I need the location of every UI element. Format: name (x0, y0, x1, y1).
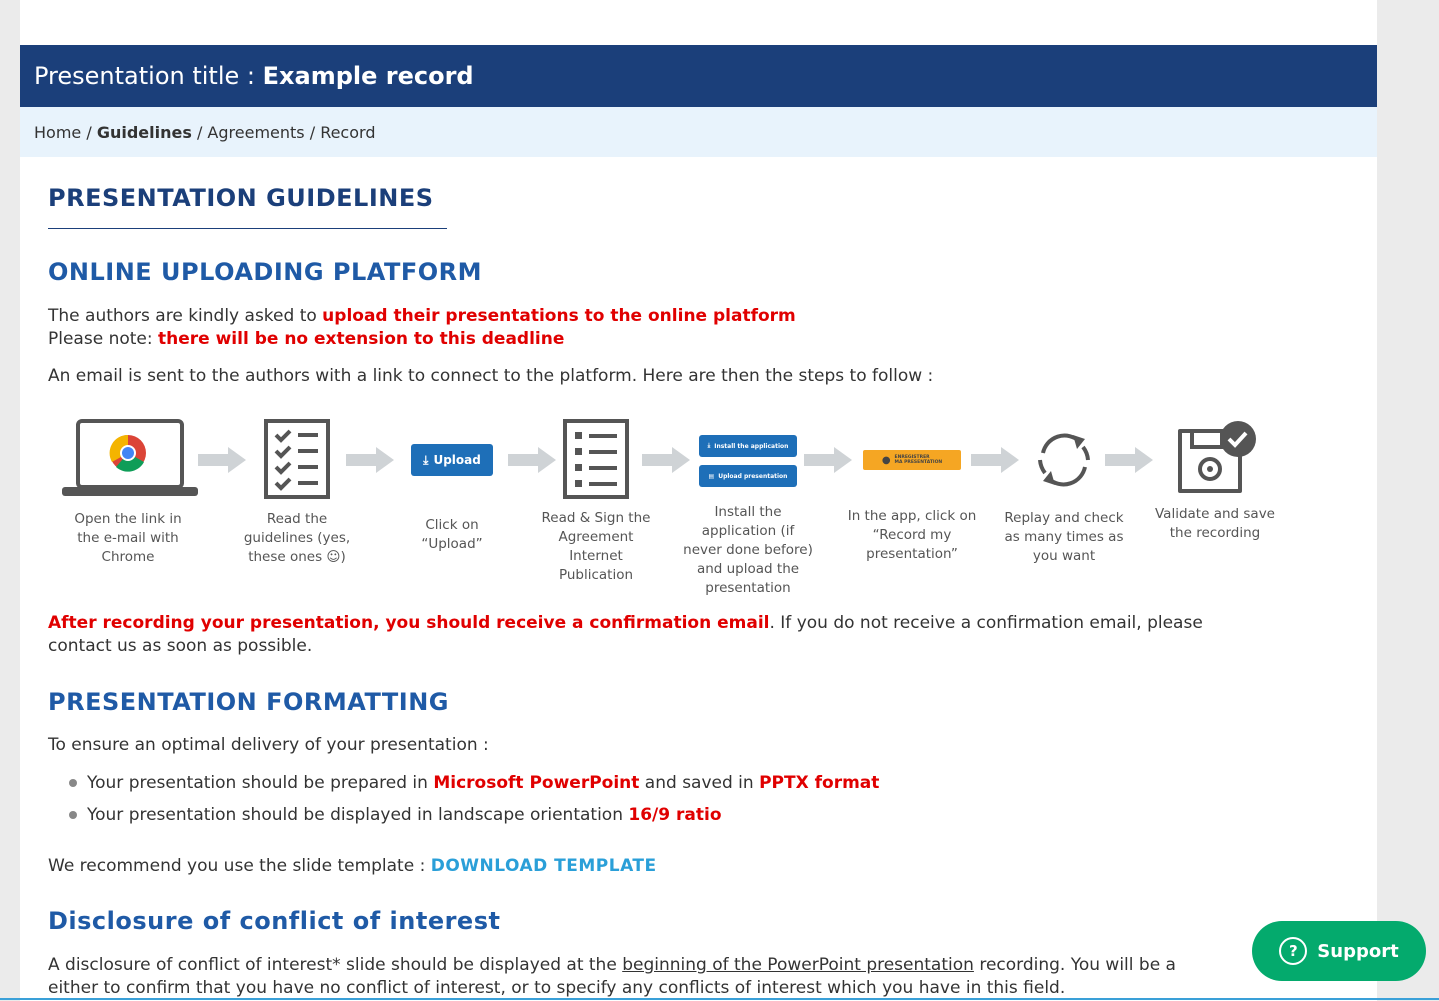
step-caption-line: Install the (714, 504, 782, 520)
step-caption-line: the recording (1169, 525, 1261, 541)
step-caption-line: “Record my (872, 527, 952, 543)
replay-icon (1033, 429, 1095, 495)
step-caption (536, 509, 656, 585)
upload-button-icon (411, 444, 493, 476)
breadcrumb-agreements[interactable]: Agreements (207, 123, 305, 142)
step-caption-line: Open the link in (74, 511, 182, 527)
install-application-label: Install the application (714, 442, 789, 450)
list-item-emphasis: PPTX format (759, 773, 880, 793)
disclosure-line1 (48, 954, 1176, 977)
formatting-intro: To ensure an optimal delivery of your presentation : (48, 735, 489, 755)
record-button-text (895, 455, 943, 465)
confirmation-note-line2: contact us as soon as possible. (48, 636, 313, 656)
disclosure-text: recording. You will be a (973, 955, 1176, 975)
download-icon: ⤓ (707, 442, 711, 449)
step-caption-line: Agreement (558, 529, 634, 545)
download-template-link[interactable]: DOWNLOAD TEMPLATE (430, 856, 657, 876)
breadcrumb (20, 107, 1377, 157)
title-divider (48, 228, 447, 229)
step-caption-line: guidelines (yes, (243, 530, 351, 546)
list-item (68, 767, 879, 799)
step-caption-line: application (if (701, 523, 795, 539)
list-item-emphasis: Microsoft PowerPoint (433, 773, 640, 793)
step-caption-line: as many times as (1004, 529, 1124, 545)
bottom-border (0, 998, 1439, 1000)
laptop-chrome-icon (62, 419, 198, 503)
checklist-icon (264, 419, 330, 503)
breadcrumb-separator: / (304, 123, 321, 142)
disclosure-section-heading: Disclosure of conflict of interest (48, 907, 501, 935)
upload-button-label: Upload (433, 453, 481, 467)
upload-arrow-icon: ⤓ (423, 452, 429, 467)
upload-instruction (48, 305, 796, 328)
presentation-title-bar (20, 45, 1377, 107)
list-item-text: Your presentation should be prepared in (87, 773, 434, 793)
install-application-button (699, 435, 797, 457)
breadcrumb-record[interactable]: Record (320, 123, 376, 142)
file-icon: ▤ (708, 472, 715, 480)
step-caption (842, 507, 982, 564)
disclosure-line2: either to confirm that you have no conflict of interest, or to specify any conflicts of interest which you have in this field. (48, 978, 1066, 998)
step-caption-line: Replay and check (1004, 510, 1124, 526)
list-item-text: Your presentation should be displayed in landscape orientation (87, 805, 629, 825)
template-prefix: We recommend you use the slide template : (48, 856, 431, 876)
template-recommendation (48, 855, 657, 878)
confirmation-emphasis: After recording your presentation, you should receive a confirmation email (48, 613, 770, 633)
step-caption-line: Read & Sign the (541, 510, 651, 526)
step-caption-line: presentation (705, 580, 791, 596)
step-caption-line: Internet (569, 548, 623, 564)
step-caption-line: these ones ☺) (248, 549, 346, 565)
step-caption (402, 516, 502, 554)
step-caption (58, 510, 198, 567)
arrow-right-icon (971, 445, 1019, 475)
upload-instruction-emphasis: upload their presentations to the online platform (322, 306, 796, 326)
step-caption-line: In the app, click on (847, 508, 977, 524)
page-container (20, 0, 1377, 1001)
support-button[interactable] (1252, 921, 1426, 981)
step-caption-line: Click on (425, 517, 479, 533)
step-caption-line: and upload the (696, 561, 800, 577)
formatting-list (68, 767, 879, 831)
list-item-text: and saved in (639, 773, 760, 793)
disclosure-text: A disclosure of conflict of interest* slide should be displayed at the (48, 955, 623, 975)
upload-presentation-label: Upload presentation (718, 472, 788, 480)
upload-instruction-prefix: The authors are kindly asked to (48, 306, 323, 326)
email-steps-intro: An email is sent to the authors with a link to connect to the platform. Here are then the steps to follow : (48, 366, 934, 386)
help-circle-icon: ? (1279, 937, 1307, 965)
confirmation-note (48, 612, 1203, 635)
step-caption-line: presentation” (866, 546, 958, 562)
title-value: Example record (262, 62, 474, 90)
arrow-right-icon (642, 445, 690, 475)
step-caption-line: never done before) (683, 542, 813, 558)
step-caption (1004, 509, 1124, 566)
confirmation-rest: . If you do not receive a confirmation email, please (769, 613, 1203, 633)
arrow-right-icon (1105, 445, 1153, 475)
breadcrumb-separator: / (81, 123, 97, 142)
page-title: PRESENTATION GUIDELINES (48, 184, 434, 212)
arrow-right-icon (508, 445, 556, 475)
deadline-note-emphasis: there will be no extension to this deadline (158, 329, 565, 349)
arrow-right-icon (804, 445, 852, 475)
formatting-section-heading: PRESENTATION FORMATTING (48, 688, 449, 716)
arrow-right-icon (346, 445, 394, 475)
upload-presentation-button (699, 465, 797, 487)
install-upload-buttons-icon (699, 435, 797, 487)
step-caption-line: Chrome (101, 549, 155, 565)
record-button-label: ENREGISTRER (894, 455, 930, 460)
record-button-sublabel: MA PRESENTATION (894, 460, 943, 465)
steps-infographic (48, 415, 1288, 595)
support-button-label: Support (1317, 940, 1399, 962)
step-caption (678, 503, 818, 598)
step-caption (1154, 505, 1276, 543)
step-caption-line: Publication (558, 567, 634, 583)
breadcrumb-separator: / (191, 123, 208, 142)
step-caption (232, 510, 362, 567)
breadcrumb-guidelines[interactable]: Guidelines (96, 123, 192, 142)
step-caption-line: you want (1032, 548, 1096, 564)
disclosure-underlined: beginning of the PowerPoint presentation (622, 955, 974, 975)
step-caption-line: Read the (266, 511, 328, 527)
deadline-note-prefix: Please note: (48, 329, 159, 349)
breadcrumb-home[interactable]: Home (34, 123, 82, 142)
list-document-icon (563, 419, 629, 503)
step-caption-line: the e-mail with (77, 530, 179, 546)
title-label: Presentation title : (34, 62, 263, 90)
record-button-icon (863, 450, 961, 470)
step-caption-line: Validate and save (1155, 506, 1275, 522)
upload-section-heading: ONLINE UPLOADING PLATFORM (48, 258, 483, 286)
microphone-icon: ● (881, 454, 891, 466)
arrow-right-icon (198, 445, 246, 475)
list-item (68, 799, 879, 831)
list-item-emphasis: 16/9 ratio (628, 805, 722, 825)
deadline-note (48, 328, 564, 351)
step-caption-line: “Upload” (421, 536, 483, 552)
save-check-icon (1176, 419, 1274, 499)
